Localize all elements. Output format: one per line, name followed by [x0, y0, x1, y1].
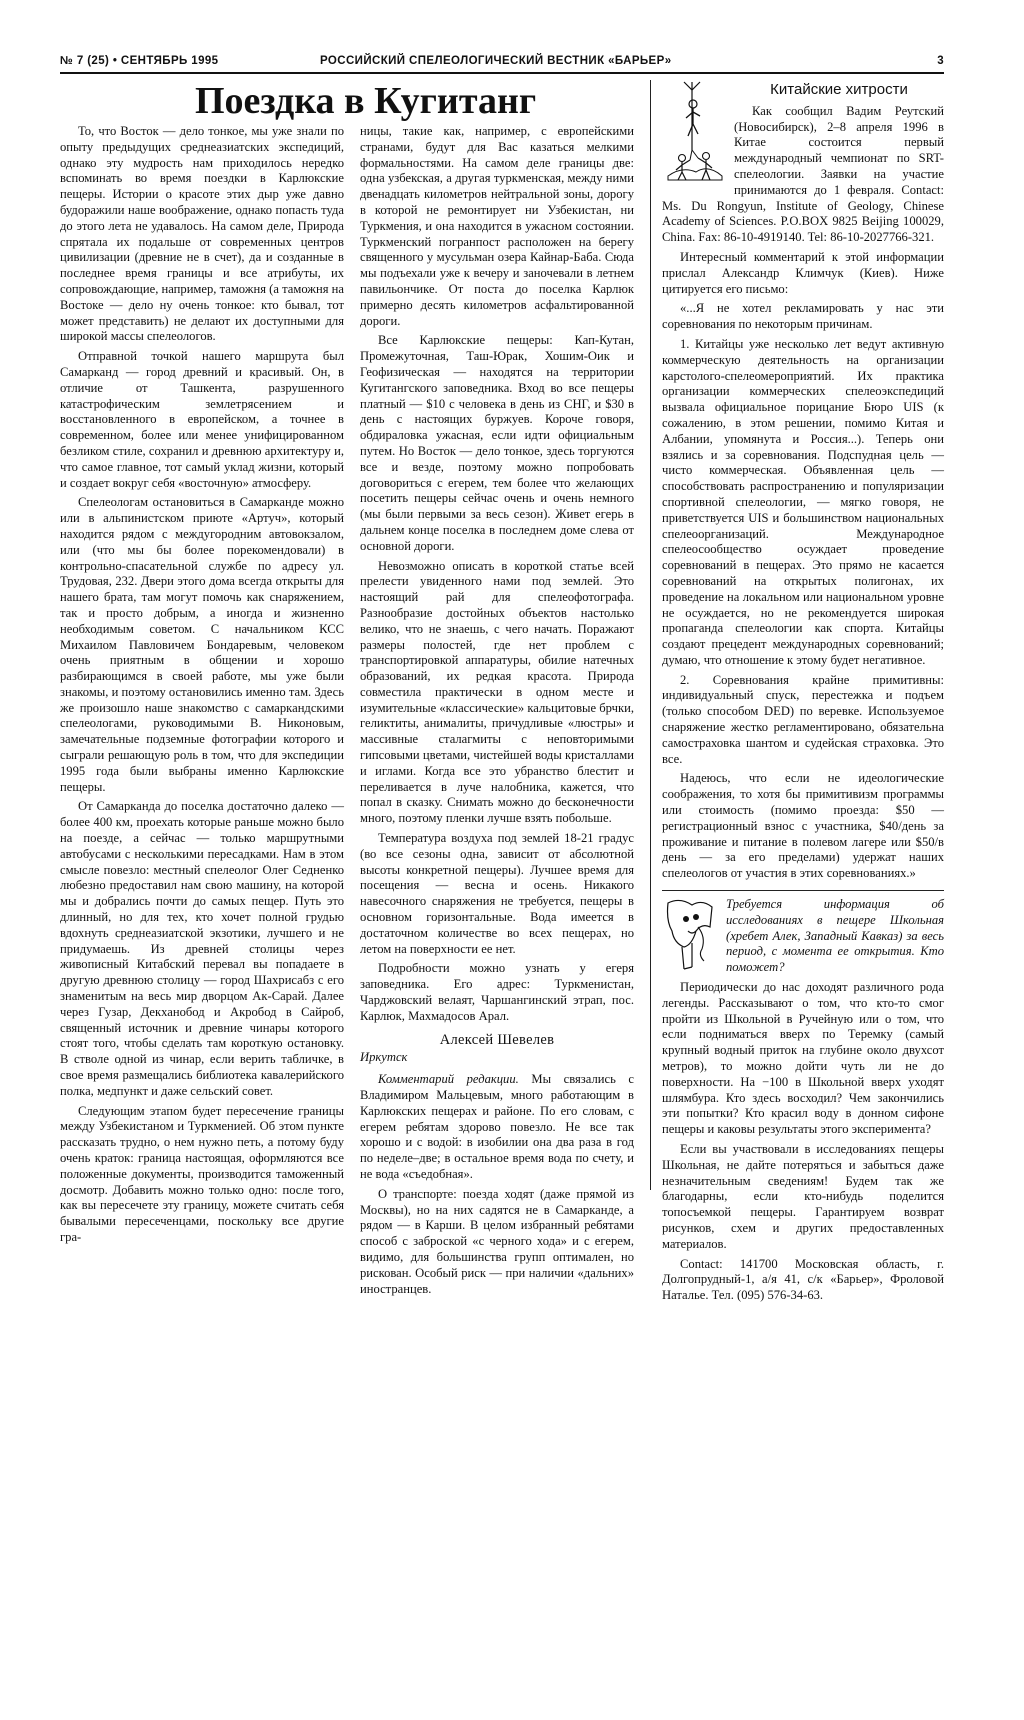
quote-paragraph: 2. Соревнования крайне примитивны: индивидуальный спуск, перестежка и подъем (только способом DED) по веревке. Используемое снаряжение жестко регламентировано, обязательна самостраховка шантом и судейская страховка. Это все. — [662, 672, 944, 766]
author-city: Иркутск — [360, 1050, 408, 1065]
column-divider — [650, 80, 651, 1190]
paragraph: Спелеологам остановиться в Самарканде можно или в альпинистском приюте «Артуч», который находится рядом с междугородним автовокзалом, или (что мы бы более порекомендовали) в контрольно-спасательной службе по адресу ул. Трудовая, 232. Двери этого дома всегда открыты для нашего брата, там могут помочь как снаряжением, так и просто добрым, а иногда и жизненно необходимым советом. С начальником КСС Михаилом Павловичем Бондаревым, человеком очень приятным в общении и хорошо разбирающимся в своей работе, мы уже были знакомы, и поэтому остановились именно там. Здесь же произошло наше знакомство с самаркандскими спелеологами, руководимыми В. Никоновым, замечательные подземные фотографии которого и сыграли решающую роль в том, что для экспедиции 1995 года были выбраны именно Карлюкские пещеры. — [60, 495, 344, 794]
quote-paragraph: 1. Китайцы уже несколько лет ведут активную коммерческую деятельность на организации карстолого-спелеомероприятий. Их практика организации коммерческих спелеоэкспедиций вызвала официальное порицание Бюро UIS (к сожалению, в этом решении, помимо Китая и Албании, упомянута и Россия...). Теперь они взялись и за соревнования. Подспудная цель — чисто коммерческая. Объявленная цель — способствовать распространению и популяризации спортивной спелеологии, — мягко говоря, не приветствуется UIS и большинством национальных спелеоорганизаций. Международное спелеосообщество осуждает проведение соревнований в пещерах. Это прямо не касается соревнований на открытых полигонах, их проведение на локальном или национальном уровне не осуждается, но не рекомендуется широкая пропаганда спелеологии как спорта. Китайцы создают прецедент международных соревнований; думаю, что отношение к этому будет негативное. — [662, 336, 944, 667]
paragraph: Невозможно описать в короткой статье всей прелести увиденного нами под землей. Это настоящий рай для спелеофотографа. Разнообразие достойных объектов настолько велико, что не знаешь, с чего начать. Поражают размеры полостей, где нет проблем с транспортировкой аппаратуры, обилие натечных образований, их редкая красота. Природа совместила практически в одном месте и изумительные «классические» кальцитовые брчки, геликтиты, анималиты, причудливые «люстры» и массивные сталагмиты с неповторимыми гипсовыми цветами, чистейшей воды кристаллами и иглами. Когда все это убранство блестит и переливается в луче налобника, кажется, что попал в сказку. Снимать можно до бесконечности много, поэтому пленки лучше взять побольше. — [360, 558, 634, 826]
paragraph: Если вы участвовали в исследованиях пещеры Школьная, не дайте потеряться и забыться даже незначительным сведениям! Будем так же благодарны, если кто-нибудь поделится топосъемкой пещеры. Гарантируем возврат рисунков, схем и других предоставленных материалов. — [662, 1142, 944, 1251]
publication-title: РОССИЙСКИЙ СПЕЛЕОЛОГИЧЕСКИЙ ВЕСТНИК «БАРЬЕР» — [320, 55, 672, 67]
header-rule — [60, 72, 944, 74]
paragraph: Отправной точкой нашего маршрута был Самарканд — город древний и красивый. Он, в отличие от Ташкента, разрушенного катастрофическим землетрясением и восстановленного в европейском, а точнее в современном, более или менее унифицированном безликом стиле, сохранил и древнюю архитектуру и, что самое главное, тот самый уклад жизни, который и создает вокруг себя «восточную» атмосферу. — [60, 349, 344, 490]
page-number: 3 — [937, 55, 944, 67]
author-name: Алексей Шевелев — [439, 1031, 555, 1048]
editor-comment-text: Мы связались с Владимиром Мальцевым, много работающим в Карлюкских пещерах и районе. По его словам, с егерем ребятам здорово повезло. Не все так хорошо и с водой: в изобилии она два раза в год по неделе–две; в остальное время вода по счету, и не вода «съедобная». — [360, 1072, 635, 1181]
paragraph: Как сообщил Вадим Реутский (Новосибирск), 2–8 апреля 1996 в Китае состоится первый международный чемпионат по SRT-спелеологии. Заявки на участие принимаются до 1 февраля. Contact: Ms. Du Rongyun, Institute of Geology, Chinese Academy of Sciences. P.O.BOX 9825 Beijing 100029, China. Fax: 86-10-4919140. Tel: 86-10-2027766-321. — [662, 103, 944, 245]
article-title: Поездка в Кугитанг — [195, 80, 537, 122]
paragraph: Следующим этапом будет пересечение границы между Узбекистаном и Туркменией. Об этом пункте рассказать трудно, о нем нужно петь, а потому буду очень краток: граница настоящая, оформляются все положенные документы, производится таможенный досмотр. Добавить можно только одно: после того, как вы пересечете эту границу, можете считать себя бывалыми пересеченцами, поскольку все другие гра- — [60, 1103, 344, 1244]
article-3-lead: Требуется информация об исследованиях в пещере Школьная (хребет Алек, Западный Кавказ) за весь период, с момента ее открытия. Кто поможет? — [726, 897, 944, 975]
bat-cave-illustration — [662, 897, 718, 976]
page-header — [60, 52, 944, 72]
paragraph: Интересный комментарий к этой информации прислал Александр Климчук (Киев). Ниже цитируется его письмо: — [662, 249, 944, 296]
editor-comment — [360, 1072, 634, 1183]
paragraph: Температура воздуха под землей 18-21 градус (во все сезоны одна, зависит от абсолютной высоты конкретной пещеры). Лучшее время для посещения — весна и осень. Никакого навесочного снаряжения не требуется, пещеры в основном горизонтальные. Вода имеется в достаточном количестве во всех пещерах, но летом на поверхности ее нет. — [360, 831, 634, 956]
column-1 — [60, 80, 344, 1250]
column-3 — [662, 80, 944, 1308]
quote-paragraph: «...Я не хотел рекламировать у нас эти соревнования по некоторым причинам. — [662, 301, 944, 332]
contact-paragraph: Contact: 141700 Московская область, г. Долгопрудный-1, а/я 41, с/к «Барьер», Фроловой Наталье. Тел. (095) 576-34-63. — [662, 1256, 944, 1303]
editor-comment-label: Комментарий редакции. — [378, 1072, 519, 1087]
paragraph: О транспорте: поезда ходят (даже прямой из Москвы), но на них садятся не в Самарканде, а рядом — в Карши. В целом избранный ребятами способ с заброской «с черного хода» и с егерем, видимо, для большинства групп оптимален, но рискован. Особый риск — при наличии «дальних» иностранцев. — [360, 1186, 634, 1296]
article-2-title: Китайские хитрости — [770, 81, 908, 98]
paragraph: ницы, такие как, например, с европейскими странами, будут для Вас казаться мелкими формальностями. На самом деле границы две: одна узбекская, а другая туркменская, между ними двенадцать километров нейтральной зоны, дорогу в которой не ремонтирует ни Узбекистан, ни Туркмения, и она находится в ужасном состоянии. Туркменский погранпост расположен на берегу священного у мусульман озера Кайнар-Баба. Сюда мы подъехали уже к вечеру и заночевали в летнем павильончике. От поста до поселка Карлюк примерно десять километров асфальтированной дороги. — [360, 124, 634, 328]
paragraph: Все Карлюкские пещеры: Кап-Кутан, Промежуточная, Таш-Юрак, Хошим-Оик и Геофизическая — находятся на территории Кугитангского заповедника. Вход во все пещеры платный — $10 с человека в день из СНГ, и $30 в день с настоящих буржуев. Короче говоря, обдираловка ужасная, если идти официальным путем. Но Восток — дело тонкое, здесь торгуются все и везде, поэтому можно попробовать договориться с егерем, тем более что желающих посетить пещеры сейчас очень и очень немного (мы были первыми за весь сезон). Живет егерь в дальнем конце поселка в последнем доме слева от основной дороги. — [360, 333, 634, 553]
paragraph: Периодически до нас доходят различного рода легенды. Рассказывают о том, что кто-то смог пройти из Школьной в Ручейную или о том, что если подниматься вверх по Теремку (самый крупный водный приток на глубине около двухсот метров), то можно дойти чуть ли не до поверхности. На −100 в Школьной вверх уходят шлямбура. Кто здесь восходил? Чем закончились эти попытки? Кто красил воду в донном сифоне пещеры и каковы результаты этого эксперимента? — [662, 980, 944, 1137]
climber-illustration — [662, 80, 726, 193]
paragraph: Подробности можно узнать у егеря заповедника. Его адрес: Туркменистан, Чарджовский велаят, Чаршангинский этрап, пос. Карлюк, Махмадосов Арал. — [360, 961, 634, 1023]
quote-paragraph: Надеюсь, что если не идеологические соображения, то хотя бы примитивизм программы или стоимость (помимо проезда: $50 — регистрационный взнос с участника, $40/день за проживание и питание в полевом лагере или $50/в день — за его пределами) удержат наших спелеологов от участия в этих соревнованиях.» — [662, 771, 944, 881]
issue-label: № 7 (25) • СЕНТЯБРЬ 1995 — [60, 55, 219, 67]
paragraph: То, что Восток — дело тонкое, мы уже знали по опыту предыдущих среднеазиатских экспедиций, однако эту мудрость нам приходилось нередко вспоминать во время поездки в Карлюкские пещеры. Истории о красоте этих дыр уже давно будоражили наше воображение, однако попасть туда до этого лета не удавалось. На самом деле, Природа спрятала их подальше от современных центров цивилизации (древние не в счет), да и созданные в последнее время границы и все атрибуты, их сопровождающие, например, таможня (а таможня на Востоке — дело ну очень тонкое: кто бывал, тот может представить) не делают их доступными для широкой массы спелеологов. — [60, 124, 345, 344]
paragraph: От Самарканда до поселка достаточно далеко — более 400 км, проехать которые раньше можно было на поезде, а сейчас — только маршрутными автобусами с несколькими пересадками. Нам в этом смысле повезло: местный спелеолог Олег Седненко любезно предоставил нам свою машину, на которой мы и добрались почти до самых пещер. Путь это длинный, но для тех, кто хочет полной грудью вдохнуть среднеазиатской экзотики, лучшего и не придумаешь. Из древней столицы через живописный Китабский перевал вы попадаете в другую древнюю столицу — город Шахрисабз с его знаменитым на весь мир дворцом Ак-Сарай. Далее через Гузар, Декханобод и Акробод в Сайроб, священный источник и древние чинары которого стоят того, чтобы сделать там короткую остановку. В стволе одной из чинар, если верить табличке, в свое время размещались библиотека кавалерийского полка, медпункт и даже сельский совет. — [60, 799, 344, 1098]
column-2 — [360, 124, 634, 1301]
section-divider — [662, 890, 944, 891]
